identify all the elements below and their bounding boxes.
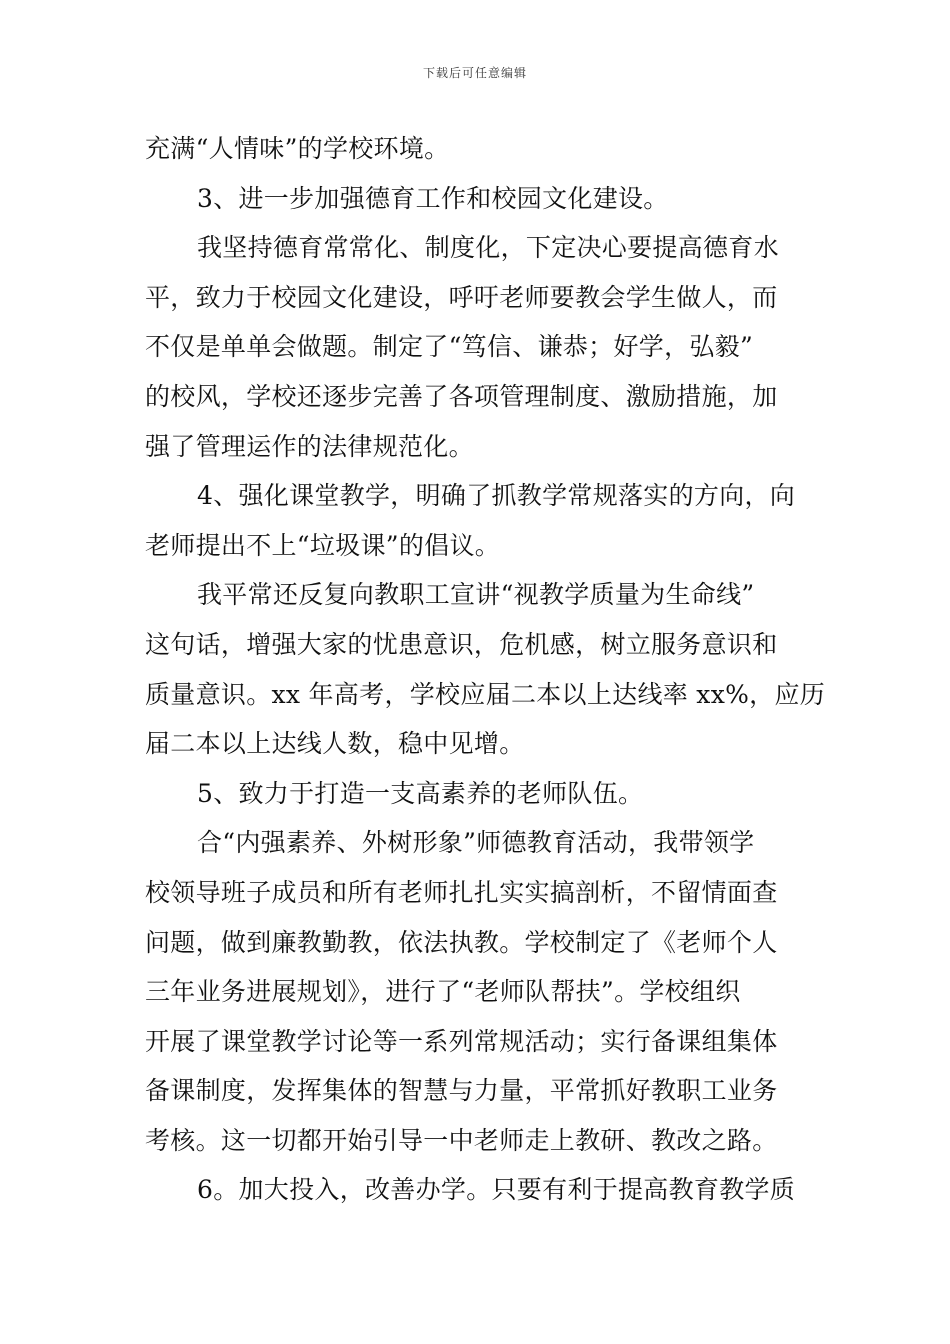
- text-line: 不仅是单单会做题。制定了“笃信、谦恭；好学，弘毅”: [145, 332, 754, 362]
- document-body: [145, 124, 826, 1215]
- text-line: 备课制度，发挥集体的智慧与力量，平常抓好教职工业务: [145, 1076, 778, 1106]
- text-line: 强了管理运作的法律规范化。: [145, 431, 474, 461]
- text-line: 的校风，学校还逐步完善了各项管理制度、激励措施，加: [145, 381, 778, 411]
- text-line: 5、致力于打造一支高素养的老师队伍。: [197, 778, 644, 808]
- text-line: 6。加大投入，改善办学。只要有利于提高教育教学质: [197, 1175, 796, 1205]
- text-line: 届二本以上达线人数，稳中见增。: [145, 729, 525, 759]
- text-line: 问题，做到廉教勤教，依法执教。学校制定了《老师个人: [145, 927, 778, 957]
- text-line: 这句话，增强大家的忧患意识，危机感，树立服务意识和: [145, 629, 778, 659]
- text-line: 质量意识。xx 年高考，学校应届二本以上达线率 xx%，应历: [145, 679, 826, 709]
- text-line: 合“内强素养、外树形象”师德教育活动，我带领学: [197, 828, 755, 858]
- text-line: 老师提出不上“垃圾课”的倡议。: [145, 530, 501, 560]
- text-line: 平，致力于校园文化建设，呼吁老师要教会学生做人，而: [145, 282, 778, 312]
- text-line: 校领导班子成员和所有老师扎扎实实搞剖析，不留情面查: [145, 877, 778, 907]
- text-line: 3、进一步加强德育工作和校园文化建设。: [197, 183, 669, 213]
- text-line: 我平常还反复向教职工宣讲“视教学质量为生命线”: [197, 580, 755, 610]
- text-line: 开展了课堂教学讨论等一系列常规活动；实行备课组集体: [145, 1026, 778, 1056]
- text-line: 充满“人情味”的学校环境。: [145, 134, 450, 163]
- text-line: 4、强化课堂教学，明确了抓教学常规落实的方向，向: [197, 481, 796, 511]
- text-line: 三年业务进展规划》，进行了“老师队帮扶”。学校组织: [145, 977, 741, 1007]
- text-line: 考核。这一切都开始引导一中老师走上教研、教改之路。: [145, 1125, 778, 1155]
- text-line: 我坚持德育常常化、制度化，下定决心要提高德育水: [197, 233, 779, 263]
- page-header-note: 下载后可任意编辑: [422, 66, 527, 80]
